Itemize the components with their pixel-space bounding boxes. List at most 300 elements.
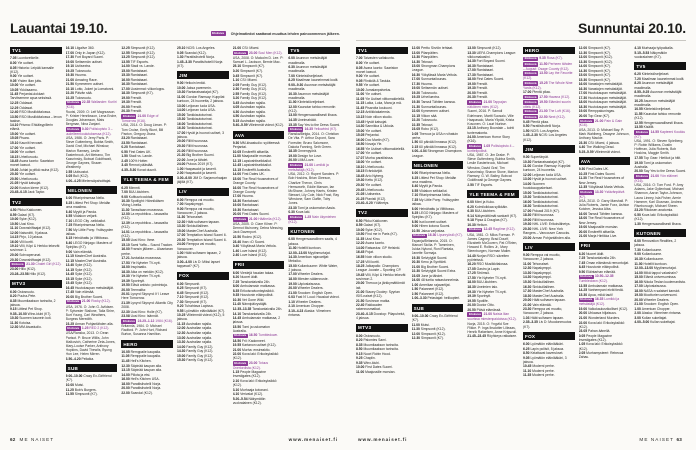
listing-item: 1.00–3.30 Pelastajat: helikopteri. (411, 296, 461, 301)
listing-item: 10.30 Asunnon metsästäjät maailmalla. (288, 91, 329, 100)
listing-item: 17.50 Yle Nyheter TV-nytt. (467, 275, 507, 280)
listing-item: 11.40 Nännipäivystäjät. (232, 302, 268, 307)
listing-item: 21.00 Murha: ensireaktio. (232, 347, 271, 352)
listing-item: 19.10 Uutisextra. (65, 64, 91, 69)
listing-item: 12.15 Antiikkiakatemia. (356, 110, 391, 115)
listing-item: 8.00 Yle uutiset. (10, 61, 34, 66)
listing-item: 21.00 Rillit huurussa. (177, 148, 209, 153)
listing-item: 4.50 Pikku Kakkonen. (10, 208, 43, 213)
listing-item: 17.00 Huuma. (232, 194, 254, 199)
listing-item: 7.10 Simpsonit (K12). (177, 295, 210, 300)
movie-badge-icon: Elokuva (468, 312, 481, 317)
listing-item: 10.25 Villeimmät videot (K12), 5 jaksoa. (177, 313, 225, 322)
listing-item: 17.00 Yle uutiset. (10, 145, 36, 150)
listing-item: 6.30 Asunnon metsästäjät maailmalla. (288, 65, 328, 74)
movie-badge-icon: Elokuva (234, 216, 247, 221)
listing-item: 12.00 Leijonan luola USA. (523, 172, 562, 177)
listing-item: 6.25 Littlest Pet Shop: Meidän oma maailma. (65, 200, 111, 210)
listing-item: 2.30 Family Guy (K12). (232, 87, 268, 92)
movie-badge-icon: Elokuva (524, 56, 537, 61)
listing-item: 9.35 Winx-klubi. (356, 360, 380, 365)
listing-item: 20.00 LIMA Love. (288, 158, 315, 163)
listing-item: 12.35–13.35 Tanskanlaivalla 24h. (232, 306, 283, 311)
listing-item: Ruotsi, 2009. O: Leif Magnusson. P: Krister Henriksson, Lena Endre, Douglas Johansson, Mats Bergman, Nina Zanjani. (65, 109, 118, 127)
listing-item: 12.39 La repubblica – tasavalta (K12). (121, 221, 168, 230)
listings-saturday (10, 46, 340, 430)
listing-item: 23.40–0.15 Docstop: Pilapuhelut, 4 jaksoa. (356, 311, 406, 321)
listing-item: 17.25 Strömsö. (467, 271, 491, 276)
listing-item: 9.15 Littlest Pet Shop. (10, 307, 43, 312)
listing-item: 22.30 Selviytyjät Suomi Extra. (411, 269, 457, 274)
listing-column (10, 46, 62, 430)
listing-item: 7.35 My Little Pony: Ystävyyden taikaa. (411, 198, 460, 207)
listing-item: 19.39 Sportnytt. (121, 278, 145, 283)
listing-item: Elokuva 1.25 RED 2 (K12). (67, 326, 110, 331)
listing-item: 18.30 MasterChef Australia. (523, 293, 565, 298)
listing-item: 10.05 Ykkösaamu. (10, 87, 38, 92)
listing-item: 19.00 Seitsemän uutiset. (65, 59, 103, 64)
listing-item: 13.50 RSO Musiikkitalossa – levon taakse. (10, 114, 62, 123)
listing-item: Espanja/Britannia, 2015. O: Manuel Sicilia. P: Tamminen, Jukka Nylund, Roni Rantala, Janette Sormaja. (411, 238, 455, 256)
listing-item: 13.45 Hyvät katsojat. (356, 119, 388, 124)
listing-item: 6.25 Simpsonit (K7). (177, 286, 208, 291)
listing-item: 2.40 Love Island (K12). (232, 253, 268, 258)
listing-item: 8.45 Houstonin eläinpoliisit. (578, 265, 620, 270)
listing-item: Norja, 2015. O: Yngvild Sve Flikke. P: Inga Ibsdotter Lilleaas, Henrik Rafaelsen, Anne Krigsvoll. (467, 321, 517, 334)
listing-item: 10.30 Spotlight: Hännikäisen Viking Linella. (121, 199, 164, 208)
listing-item: 16.00 Tanssii Tähtien kanssa. (578, 211, 623, 216)
listing-item: 9.55 Lyömätön eläinlääkäri (K7). (177, 308, 226, 313)
listing-item: 22.30 Uusi Kino: Holle (K7). (121, 309, 163, 314)
listing-item: 19.00 Seitsemän uutiset. (411, 86, 449, 91)
listing-item: Britannia, 1984. O: Michael Radford. P: John Hurt, Richard Burton, Susanna Hamilton. (121, 324, 168, 337)
listing-item: 11.00 Yle uutiset. (356, 92, 382, 97)
listing-item: 1.00 Amerikan rajavartijat. (411, 282, 451, 287)
listing-item: Elokuva 16.50 Tumbledown. (234, 333, 279, 338)
listing-item: 9.00–10.00 Crazy Ex-Girlfriend (K7). (65, 374, 112, 383)
listing-item: 7.25 Ritariprinsessa Nella. (65, 223, 105, 228)
listing-item: 13.00 Australian rajalla. (177, 335, 212, 340)
listing-item: 12.30 Australian rajalla. (177, 330, 212, 335)
listing-item: 20.00 Paratiisihotelli Norja. (121, 386, 162, 391)
listing-item: 9.05 Yhden illan juttu. (10, 78, 43, 83)
listing-item: 21.00 CSI: Miami. (232, 46, 260, 50)
listing-item: 6.00 Hengenvaarallinen saalis, 4 jaksoa. (288, 237, 337, 246)
listing-item: 16.00 Nikola Teslan kuolemanlista. (634, 279, 686, 284)
listing-item: 16.10 Liigalive 360. (65, 46, 95, 50)
listing-item: 3.45 Australian rajalla. (232, 100, 266, 105)
listing-item: USA, 2008. O: Malcolm D. Lee. P: Samuel L. Jackson, Bernie Mac. (232, 55, 284, 64)
channel-header-yle-teema-fem: YLE TEEMA & FEM (121, 176, 173, 184)
listing-item: 13.25 Simpsonit (K12). (121, 55, 156, 60)
listing-item: 4.50 Australian rajalla. (232, 114, 266, 119)
listing-item: 16.30 Rantabaari. (467, 63, 494, 68)
listing-item: 21.00 Marja Hintikka Live. (578, 234, 618, 239)
listing-item: 12.00 Simpsonit (K12). (411, 331, 446, 336)
listing-item: 20.00 Big Brother Suomi. (65, 294, 104, 299)
listing-item: 5.15 Australian rajalla. (232, 118, 266, 123)
listing-item: 21.00 Vain elämää. (523, 302, 552, 307)
movie-badge-icon: Elokuva (635, 173, 648, 178)
listing-item: 20.00 Frendit. (467, 90, 488, 95)
listing-item: 6.00 Ritariprinsessa Nella. (65, 196, 105, 201)
listing-item: 18.35 Onnenpyörä. (288, 149, 317, 154)
listing-item: 16.45 Pojat. (356, 250, 374, 255)
listing-item: 20.01 Lynyrd Skynyrd: If I Leave Here Tomorrow. (121, 292, 170, 301)
listing-item: 18.45 Avara luonto: Saariston monet kasvot. (10, 159, 54, 168)
listing-item: 17.25 Villi kortti. (356, 259, 380, 264)
listing-item: 18.25 Jalkapallo: Champions League -kooste – Sporting CP. (356, 264, 402, 273)
listing-item: 21.30 Sunnuntailounas. (411, 104, 447, 109)
listing-item: Elokuva 21.00 Edge of Tomorrow (K16). (121, 113, 159, 123)
listing-item: 6.00 Ostosruutu. (10, 289, 35, 294)
listing-item: 14.30 Simpsonit (K7). (578, 68, 611, 73)
listing-item: 3.00–6.00 JIM D: Sarjamurhaajan jäljillä (K7). (177, 175, 228, 184)
listing-item: 18.10 Urheiluruutu. (356, 164, 385, 169)
listing-item: 15.05 Perjantai. (356, 133, 380, 138)
listing-item: 19.30 NHL LIVE: Erikoislähetys. (523, 222, 571, 227)
listing-item: 7.30 Simpsonit (K7). (177, 299, 208, 304)
listing-item: Elokuva 21.30 Chalet Girl (K12). (11, 262, 62, 267)
listing-item: 19.00 Tomi ja uskomaton Australia. (634, 160, 672, 169)
legend (211, 31, 340, 36)
listing-item: 8.05 Historia: Leipää kansalle (K12). (10, 65, 54, 74)
listing-item: 2.45 100% Hotter. (121, 158, 149, 163)
listing-item: 19.00 Moottorien universumi. (634, 293, 678, 298)
listing-item: 13.30 Australian rajalla. (177, 340, 212, 345)
listing-item: 14.00 Ratsastus: GP Helsinki. (356, 245, 401, 250)
listing-item: 11.30 The Real Housewives of New Jersey. (578, 176, 625, 185)
listing-item: 16.00 Hell's Kitchen USA. (121, 377, 160, 382)
listing-item: 1.15 People Magazine Investigates (K12). (232, 370, 266, 379)
listing-item: 2.50 Palanneet (K12). (411, 291, 445, 296)
listing-item: 23.05 Jone ja tähdet. (411, 273, 443, 278)
listing-item: 15.10 Kauniit hevoset. (10, 141, 44, 146)
listing-item: 0.50 Paratiisihotelli Norja. (523, 124, 561, 129)
listing-item: 23.30 Tomi ja uskomaton Aasia. (288, 205, 336, 210)
listing-item: 12.25 Simpsonit (K12). (121, 46, 156, 50)
listing-item: USA, 2014. O: Doug Liman. P: Tom Cruise, Emily Blunt, Bill Paxton, Gregory Jbara. (121, 123, 167, 136)
listing-item: 23.05 Robo (K12). (411, 127, 439, 132)
page-header-sunday (356, 14, 686, 41)
listing-item: 4.40 The Walking Dead. (578, 145, 615, 150)
listing-item: 15.00 Yle uutiset. (10, 131, 36, 136)
channel-header-tv1: TV1 (10, 47, 62, 55)
listing-item: 1.00 Haapasalot ja kaverit. (177, 166, 217, 171)
listing-item: 20.00 Frendit. (121, 104, 142, 109)
listing-item: 7.20 Maailman kauneimmat kodit. (634, 76, 685, 81)
listing-item: 12.55 Simpsonit (K12). (121, 50, 156, 55)
listing-item: 23.20 Rikoksen anatomia. (634, 208, 674, 213)
listing-item: 10.30 Helium. (467, 222, 488, 227)
listing-item: 12.00 Kaunotar tahtoo remontin (K12). (288, 104, 336, 113)
movie-badge-icon: Elokuva (122, 318, 135, 323)
listing-item: 11.30 Tehonaiset. (177, 215, 204, 220)
listing-item: 2.05 Murhamysteeri: Rebecca Zahau. (578, 351, 624, 360)
listing-item: 7.30 Kullankuume. (634, 247, 663, 252)
listing-item: 11.15 Laika, Luka, Mara ja mä. (356, 101, 402, 106)
listing-item: 23.20 Rantabaari. (121, 136, 148, 141)
listing-item: 0.05 Scandal (K12). (177, 50, 207, 55)
listing-item: 6.55 Viidakon veijarit. (65, 214, 98, 219)
listing-item: 19.00 Valkokaulusrikolliset (K12). (578, 306, 628, 311)
movie-badge-icon: Elokuva (580, 274, 593, 279)
listing-item: 17.30 Fort Boyard Suomi. (65, 55, 104, 60)
listing-item: 6.00 Simpsonit. (177, 281, 201, 286)
listing-item: 10.00 Jumalanpalvelus. (356, 87, 392, 92)
channel-header-frii: FRII (579, 242, 631, 250)
listing-item: USA, 1986. O: Jerry Paris. P: Steve Guttenberg, Bubba Smith, David Graf, Michael Winslow, Marion Ramsey, Leslie Easterbrook, Art Metrano, Tim Kazurinsky, Bobcat Goldthwait, George Gaynes, Shawn Weatherly. (65, 136, 114, 170)
listing-item: 20.00 Say Yes to the Dress Suomi. (634, 169, 686, 174)
listing-item: 6.45 Simpsonit (K12). (177, 290, 210, 295)
listing-item: 14.30 Amerikan rajavartijat: Meksiko. (288, 255, 330, 264)
listing-item: 7.10 LEGO City -seikkailut. (65, 218, 106, 223)
listing-item: 20.00 Ensitreffit alttarilla. (578, 229, 616, 234)
channel-header-jim: JIM (523, 145, 575, 153)
listing-item: 4.00–5.00 Kullan sukeltajat. (634, 320, 676, 325)
listing-item: 18.00 Miesten sääennuste. (288, 276, 329, 281)
listing-item: 11.45 Hell's Kitchen. (121, 359, 152, 363)
listing-item: 11.55 Simpsonit (K7). (65, 392, 98, 397)
listing-item: 18.50 Frii: Kadonneet. (232, 338, 266, 343)
listing-item: Elokuva 22.50 Next (K12). (524, 114, 566, 119)
listing-item: 18.00 Huutokaupan metsästäjät. (578, 100, 627, 105)
listing-item: 22.00 Kova laki: Erikoisyksikkö (K12). (232, 352, 279, 361)
movie-badge-icon: Elokuva (468, 143, 481, 148)
listing-item: 11.00 Hotellit kuntoon. (288, 246, 322, 251)
listing-item: 19.30 Yle Nyheter TV-nytt. (467, 289, 507, 294)
listing-item: 8.59 Galaxi (K7). (356, 223, 382, 228)
movie-badge-icon: Elokuva (580, 189, 593, 194)
listing-item: 18.30 Huutokaupan metsästäjät. (578, 104, 627, 109)
listing-item: 8.55–9.25 Asunnon metsästäjät maailmalla. (634, 90, 682, 99)
listing-item: 21.45–23.45 Röyhkeys ratkaisee. (467, 334, 517, 339)
listing-item: 21.00 Snooker: English Open. (634, 302, 679, 307)
listing-item: 14.30 Teknavi. (411, 59, 434, 64)
listing-item: 16.55 Noin viikon studio. (356, 254, 393, 259)
listing-item: 11.05 Yle Uutiset viittomakielellä. (356, 96, 405, 101)
channel-header-ava: AVA (579, 157, 631, 165)
listing-item: 19.55 Kartanon uutiset (K12). (232, 343, 277, 348)
listing-item: 15.10 Sami Yaffa – Sound Tracker. (121, 242, 173, 247)
listing-item: 22.15 Viikon sää. (411, 113, 438, 118)
listing-item: 9.00 Remppa vai muutto, Vancouver, 2 jaksoa. (523, 253, 561, 262)
listing-item: 4.10 Verivalat (K12). (232, 392, 263, 397)
listing-item: 22.50 Rodeo (K12). (232, 234, 262, 239)
listing-item: 8.25 LEGO Ninjago: Masters of Spinjitzu (K7). (411, 211, 459, 220)
listing-item: 0.20 Rantabaari. (121, 145, 147, 150)
listing-item: 19.25 Tulosruutu. (65, 68, 92, 73)
listing-item: 15.00 Rantabaari. (121, 68, 148, 73)
listing-item: 2.50 TIF Esports. (467, 182, 493, 187)
listing-item: 15.00 Simpsonit (K7). (578, 73, 611, 78)
listing-item: 17.55 Top Gear: Hietikot ja hitit. (634, 156, 682, 161)
listing-item: Elokuva 21.00 Tappajan näköinen mies (K12). (467, 99, 507, 109)
movie-badge-icon: Elokuva (524, 61, 537, 66)
listing-item: 14.30 Fort Boyard Suomi. (467, 59, 506, 64)
channel-header-tv5: TV5 (288, 47, 340, 55)
listing-item: 8.20 Asunnon metsästäjät maailmalla. (634, 81, 674, 90)
listing-item: 5.15–5.53 Näkymätön vuokralainen (K7). (634, 50, 668, 59)
listing-item: 14.00 Stadi vs. Lande. (121, 64, 155, 69)
listing-item: 16.20 RSO Musiikkitalossa. (467, 262, 509, 267)
listing-item: 17.00 Hyvät ja huonot uutiset, 3 jaksoa. (177, 130, 225, 139)
footer-left-page (10, 437, 338, 442)
listing-item: 6.00 Asunnon metsästäjät maailmalla. (288, 56, 328, 65)
listing-column (356, 46, 408, 430)
movie-badge-icon: Elokuva (524, 99, 537, 104)
listing-item: 11.45 Perjantai-dokkari: Tarvitsemme apua seksissä. (10, 92, 52, 101)
listing-item: 9.00 Hiiren kotona Suomi. (411, 224, 451, 229)
listing-item: 8.35 Erikoisvalvontayksikkö. (232, 288, 275, 293)
channel-header-kutonen: KUTONEN (634, 229, 686, 237)
listing-item: 6.00 Viestejä haudan takaa. (232, 270, 275, 275)
listing-item: 17.30 Huuma. (411, 81, 433, 86)
listing-item: 6.00 Lyömätön eläinlääkäri. (523, 342, 564, 347)
listing-item: 7.00 Taivasten valtakunta. (356, 56, 395, 61)
listing-column (634, 46, 686, 430)
listing-item: 9.00 Heikoin lenkki. (177, 81, 207, 86)
listing-item: 9.14 Näkymättömät sankarit (K7). (467, 213, 518, 218)
listing-item: 19.00 Remppakuningas. (578, 109, 615, 114)
listing-item: 21.00 Wonderland Murders. (578, 315, 621, 320)
listing-item: 17.00 Only in Japan (K12). (65, 50, 106, 55)
listing-item: 18.15 Eränkävijät. (356, 169, 383, 174)
listing-item: 20.00 Wheeler Dealers. (288, 286, 324, 291)
listing-item: 16.30 Tankkiautoturinat. (177, 126, 213, 131)
listing-item: 14.00 Simpsonit (K7). (578, 64, 611, 69)
listing-item: 1.40 Love Island (K12). (232, 248, 268, 253)
listing-item: Elokuva 21.00 Naisia liian suurissa miestenpaidoissa (K12). (467, 312, 517, 322)
listing-item: 15.05 Uusi Kino: Ihme. (121, 238, 156, 243)
listing-item: 13.00 Hengenvaarallisesti lihava. (288, 113, 338, 118)
movie-badge-icon: Elokuva (234, 360, 247, 365)
listing-item: 2.10 Kova laki: Erikoisyksikkö (K12). (232, 379, 277, 388)
listing-item: Elokuva 10.50–12.35 Tumbledown (K12). (578, 274, 614, 284)
listing-item: USA/Ranska, 2013. O: Dean Parisot. P: Bruce Willis, John Malkovich, Catherine Zeta-Jones, Mary-Louise Parker, Anthony Hopkins, David Thewlis, Byung Hun Lee, Helen Mirren. (65, 331, 116, 357)
movie-badge-icon: Elokuva (524, 71, 537, 76)
listing-item: 23.08 Uusi Kino: Isännät. (121, 314, 159, 319)
listing-item: 14.15 Syke (K12). (65, 267, 93, 272)
listing-item: 16.30 Rantabaari. (121, 82, 148, 87)
movie-badge-icon: Elokuva (67, 299, 80, 304)
movie-badge-icon: Elokuva (524, 80, 537, 85)
listing-item: 12.30 Simpsonit (K7). (411, 336, 444, 341)
listing-item: 12.15 MasterChef Australia. (65, 258, 107, 263)
listing-item: 19.30 Tanssii Tähtien kanssa. (411, 99, 456, 104)
listing-item: 19.00 Maajussille morsian. (578, 225, 619, 230)
listing-item: 13.15 Noin viikon studio. (356, 115, 393, 119)
listing-item: 18.30 Unelmien talo. (467, 285, 499, 290)
listing-item: 7.25 Tanskanlaivalla 24h. (578, 256, 617, 261)
listing-item: 16.45 Huutokaupan metsästäjät. (65, 285, 114, 290)
listing-item: 21.39 Lynyrd Skynyrd: Atlantic City 2008. (121, 301, 173, 310)
listing-item: 13.00 Simpsonit (K12). (578, 55, 613, 60)
listing-item: 18.00 First Dates Suomi. (467, 77, 505, 82)
listing-item: 15.45 Syke (K12). (65, 281, 93, 286)
listing-item: 0.05 People Magazine Investigates (K12). (578, 333, 612, 342)
listing-item: 19.00 Läpivalaisussa. (288, 281, 321, 286)
listing-item: 12.25 Oddasat. (10, 101, 33, 106)
listing-item: 10.55 Kiinteistöveljekset. (634, 107, 672, 112)
listing-item: 12.00 Perttu Sirviön tehtaat. (411, 46, 454, 50)
listing-item: 22.20 Päivän sää. (65, 91, 93, 96)
listing-item: 22.25 Tulosruutu. (65, 95, 92, 100)
listing-item: 9.05 Flinkkilä & Tastula. (356, 78, 392, 83)
listing-item: 6.50 Pikku Kakkonen. (356, 218, 389, 223)
listing-item: 8.35 Muumilaakson tarinoita. (356, 342, 399, 347)
listing-item: 15.30 Tankkiautoturinat. (177, 117, 213, 122)
listing-item: 9.35–10.00 Winx-klubi (K7). (10, 311, 52, 316)
listing-item: 13.55 Kisällit. (634, 125, 655, 130)
listing-column (121, 46, 173, 430)
listing-item: 19.25 Urheiluextra. (411, 95, 440, 100)
movie-badge-icon: Elokuva (67, 100, 80, 105)
listing-item: 17.30 MasterChef Australia. (523, 289, 565, 294)
listing-item: 13.00 Pilanpäiten. (411, 50, 439, 55)
listing-item: Elokuva 16.35 Yellowbird (K7). (289, 127, 338, 132)
listing-item: 1.05 Kova laki: Erikoisyksikkö (K12). (578, 342, 623, 351)
listing-item: 22.00 Kymmenen uutiset. (411, 109, 450, 114)
listing-item: 11.00 Gordon Ramsay: Kuppilat kuntoon, 24 huonetta, 2 jaksoa. (177, 94, 225, 104)
listing-item: 23.30 Remppa vai muutto, Vancouver, 2 jaksoa. (523, 307, 563, 316)
listing-item: 20.00 First Dates Suomi. (232, 212, 270, 217)
listing-item: 23.25 Arman Pohjantähden alla. (65, 321, 114, 326)
listing-item: Elokuva 23.00 Soul Men (K12). (234, 50, 283, 55)
listing-item: 20.00 Häät sulhasen tapaan. (523, 298, 566, 303)
listing-item: 3.10 Murhaaja kotonani. (232, 387, 269, 392)
listing-item: 17.00 Temptation Island Suomi 6. (177, 233, 227, 238)
listing-item: 1.00 American Chopper. (634, 306, 671, 311)
listing-item: Elokuva 21.00 Pain & Gain (K16). (578, 118, 623, 128)
listing-item: 23.00 Hillo (K12). (10, 267, 36, 272)
listing-item: 1.30 Hengenvaarallisesti lihava. (634, 221, 682, 226)
listing-item: Elokuva 17.50 Havana (K12). (524, 94, 571, 99)
listings-sunday (356, 46, 686, 430)
listing-item: 9.00 Supertärpät. (523, 155, 549, 160)
listing-item: 20.00 Wheeler Dealers. (634, 297, 670, 302)
listing-item: 11.05 Remppaile kaupalla. (121, 354, 161, 359)
listing-item: 10.50 Uusi Kino. (10, 221, 35, 226)
listing-item: Elokuva 12.45 Ragtime (K12). (468, 227, 516, 232)
listing-item: 8.00 Ostosruutu. (356, 333, 381, 338)
listing-item: 19.50 Elävä arkisto: poimintoja. (121, 283, 168, 288)
listing-item: 15.30 Apua, mikä tauti! (578, 292, 613, 297)
listing-item: 10.50 Find me in Paris (K7). (356, 232, 398, 237)
listing-item: 8.59 Galaxi (K7). (10, 212, 36, 217)
listing-item: 15.35 Say Yes to the Dress Suomi. (288, 122, 340, 127)
channel-header-yle-teema-fem: YLE TEEMA & FEM (467, 190, 519, 198)
listing-item: 11.30 Simpsonit (K12). (411, 327, 446, 332)
listing-item: Elokuva 1.25 Nain ökymiehen (K12). (288, 214, 337, 224)
listing-item: 17.07 Murha paratiisissa. (356, 155, 394, 160)
listing-item: Elokuva 13.30 Ystävänpäivä (K7). (578, 189, 625, 199)
listing-item: 8.40 LEGO Ninjago: Masters of Spinjitzu (K7). (65, 240, 113, 250)
listing-item: 21.05 Uutisextra. (356, 192, 382, 197)
listing-item: 9.00–9.30 Asunnon metsästäjät maailmalla. (288, 82, 336, 92)
listing-item: 20.30 Temptation Island Suomi 6. (177, 237, 227, 242)
listing-item: 3.05 Bull (K12). (65, 174, 89, 179)
listing-item: 8.20 Puuha-Pete. (10, 294, 37, 299)
movie-badge-icon: Elokuva (234, 50, 247, 55)
listing-item: 17.21 Avotakka museossa. (121, 256, 162, 261)
listing-item: 11.00 Maajussille morsian. (356, 369, 396, 374)
movie-badge-icon: Elokuva (289, 162, 302, 167)
listing-item: 0.45 Pientä pilaa. (523, 119, 549, 124)
listing-item: 11.00 Kiinteistöveljekset. (288, 100, 325, 105)
listing-item: 3.50–4.20 Peliaika. (65, 356, 95, 361)
listing-item: 17.00 Uusimmat: viikonloppu. (121, 86, 166, 91)
